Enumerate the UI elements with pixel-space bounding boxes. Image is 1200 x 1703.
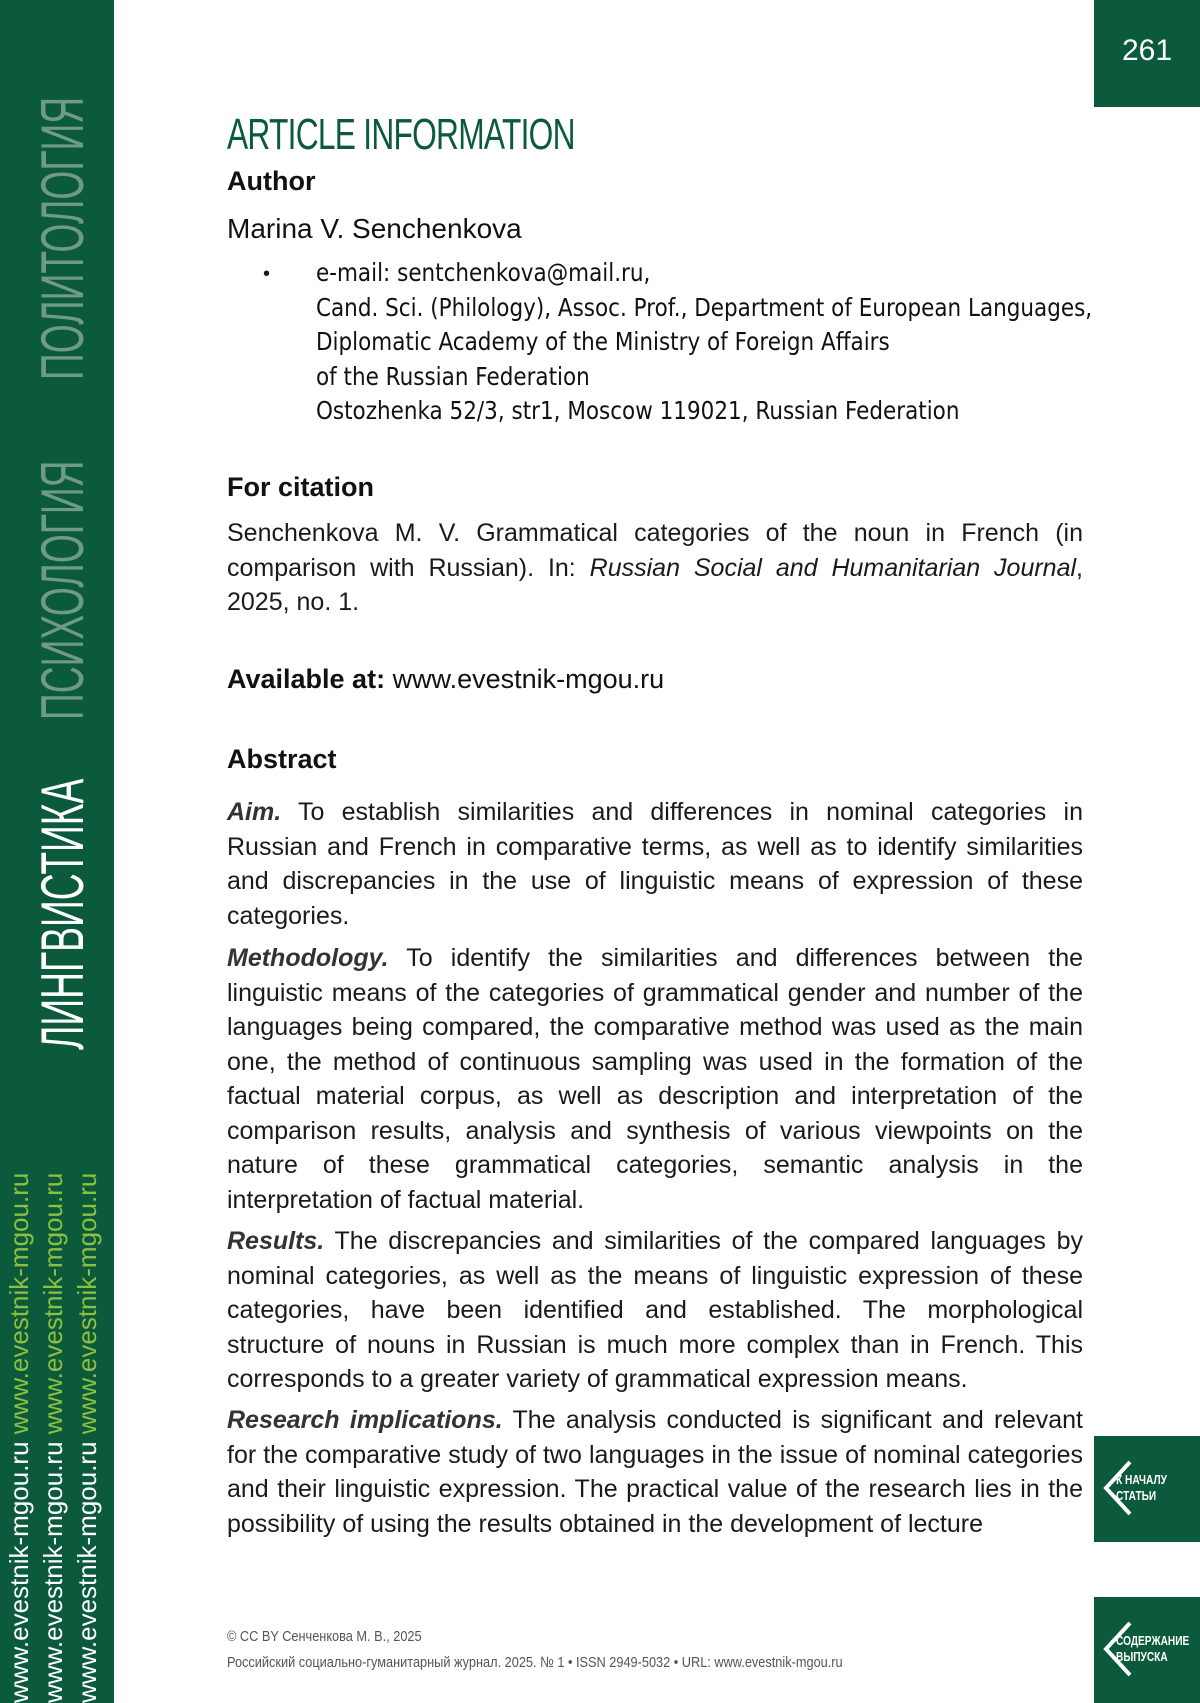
abstract-label: Abstract xyxy=(227,744,337,774)
page-footer xyxy=(227,1624,843,1676)
sidebar xyxy=(0,0,114,1703)
sidebar-url[interactable]: www.evestnik-mgou.ru xyxy=(4,1441,34,1703)
to-contents-button[interactable] xyxy=(1094,1597,1200,1703)
section-label-linguistics: ЛИНГВИСТИКА xyxy=(29,778,96,1050)
methodology-text: To identify the similarities and differences between the linguistic means of the categories of grammatical gender and number of the languages being compared, the comparative method was used as the main one, the method of continuous sampling was used in the formation of the factual material corpus, as well as description and interpretation of the comparison results, analysis and synthesis of various viewpoints on the nature of these grammatical categories, semantic analysis in the interpretation of factual material. xyxy=(227,944,1083,1214)
journal-line: Российский социально-гуманитарный журнал. 2025. № 1 • ISSN 2949-5032 • URL: www.evestnik-mgou.ru xyxy=(227,1654,843,1671)
to-contents-label: СОДЕРЖАНИЕ ВЫПУСКА xyxy=(1116,1633,1190,1664)
copyright-line: © CC BY Сенченкова М. В., 2025 xyxy=(227,1628,422,1645)
sidebar-url-line xyxy=(72,1173,103,1703)
affiliation-line: Diplomatic Academy of the Ministry of Foreign Affairs xyxy=(316,327,890,356)
citation-text xyxy=(227,516,1083,620)
aim-text: To establish similarities and differences in nominal categories in Russian and French in comparative terms, as well as to identify similarities and discrepancies in the use of linguistic means of expression of these categories. xyxy=(227,798,1083,930)
results-text: The discrepancies and similarities of the compared languages by nominal categories, as well as the means of linguistic expression of these categories, have been identified and established. The morphological structure of nouns in Russian is much more complex than in French. This corresponds to a greater variety of grammatical expression means. xyxy=(227,1227,1083,1393)
to-article-start-button[interactable] xyxy=(1094,1436,1200,1542)
author-affiliation xyxy=(316,256,1093,429)
citation-post: , 2025, no. 1. xyxy=(227,553,1083,616)
affiliation-line: Ostozhenka 52/3, str1, Moscow 119021, Russian Federation xyxy=(316,396,960,425)
abstract-results xyxy=(227,1224,1083,1397)
affiliation-line: Cand. Sci. (Philology), Assoc. Prof., Department of European Languages, xyxy=(316,292,1093,322)
page-title: ARTICLE INFORMATION xyxy=(227,110,575,159)
page-number: 261 xyxy=(1094,0,1200,107)
sidebar-url[interactable]: www.evestnik-mgou.ru xyxy=(4,1172,34,1435)
aim-label: Aim. xyxy=(227,798,282,826)
available-label: Available at: xyxy=(227,664,386,694)
abstract-aim xyxy=(227,795,1083,933)
to-article-start-label: К НАЧАЛУ СТАТЬИ xyxy=(1116,1472,1167,1503)
sidebar-url[interactable]: www.evestnik-mgou.ru xyxy=(38,1441,68,1703)
affiliation-line: of the Russian Federation xyxy=(316,361,590,391)
results-label: Results. xyxy=(227,1227,325,1255)
affiliation-line: e-mail: sentchenkova@mail.ru, xyxy=(316,258,651,287)
abstract-methodology xyxy=(227,941,1083,1217)
sidebar-url[interactable]: www.evestnik-mgou.ru xyxy=(72,1172,102,1435)
sidebar-url-line xyxy=(4,1173,35,1703)
bullet-icon: • xyxy=(263,263,271,285)
abstract-implications xyxy=(227,1403,1083,1541)
author-name: Marina V. Senchenkova xyxy=(227,213,522,244)
author-label: Author xyxy=(227,166,316,196)
implications-text: The analysis conducted is significant and relevant for the comparative study of two languages in the issue of nominal categories and their linguistic expression. The practical value of the research lies in the possibility of using the results obtained in the development of lecture xyxy=(227,1406,1084,1538)
section-label-psychology: ПСИХОЛОГИЯ xyxy=(29,460,96,720)
sidebar-url[interactable]: www.evestnik-mgou.ru xyxy=(72,1441,102,1703)
methodology-label: Methodology. xyxy=(227,944,389,972)
citation-label: For citation xyxy=(227,472,374,502)
available-url[interactable]: www.evestnik-mgou.ru xyxy=(385,664,665,694)
sidebar-url[interactable]: www.evestnik-mgou.ru xyxy=(38,1172,68,1435)
citation-pre: Senchenkova M. V. Grammatical categories of the noun in French (in comparison with Russian). In: xyxy=(227,519,1083,582)
citation-journal: Russian Social and Humanitarian Journal xyxy=(589,553,1077,582)
implications-label: Research implications. xyxy=(227,1406,503,1434)
sidebar-url-line xyxy=(38,1173,69,1703)
available-at xyxy=(227,664,664,695)
section-label-politics: ПОЛИТОЛОГИЯ xyxy=(29,96,96,381)
